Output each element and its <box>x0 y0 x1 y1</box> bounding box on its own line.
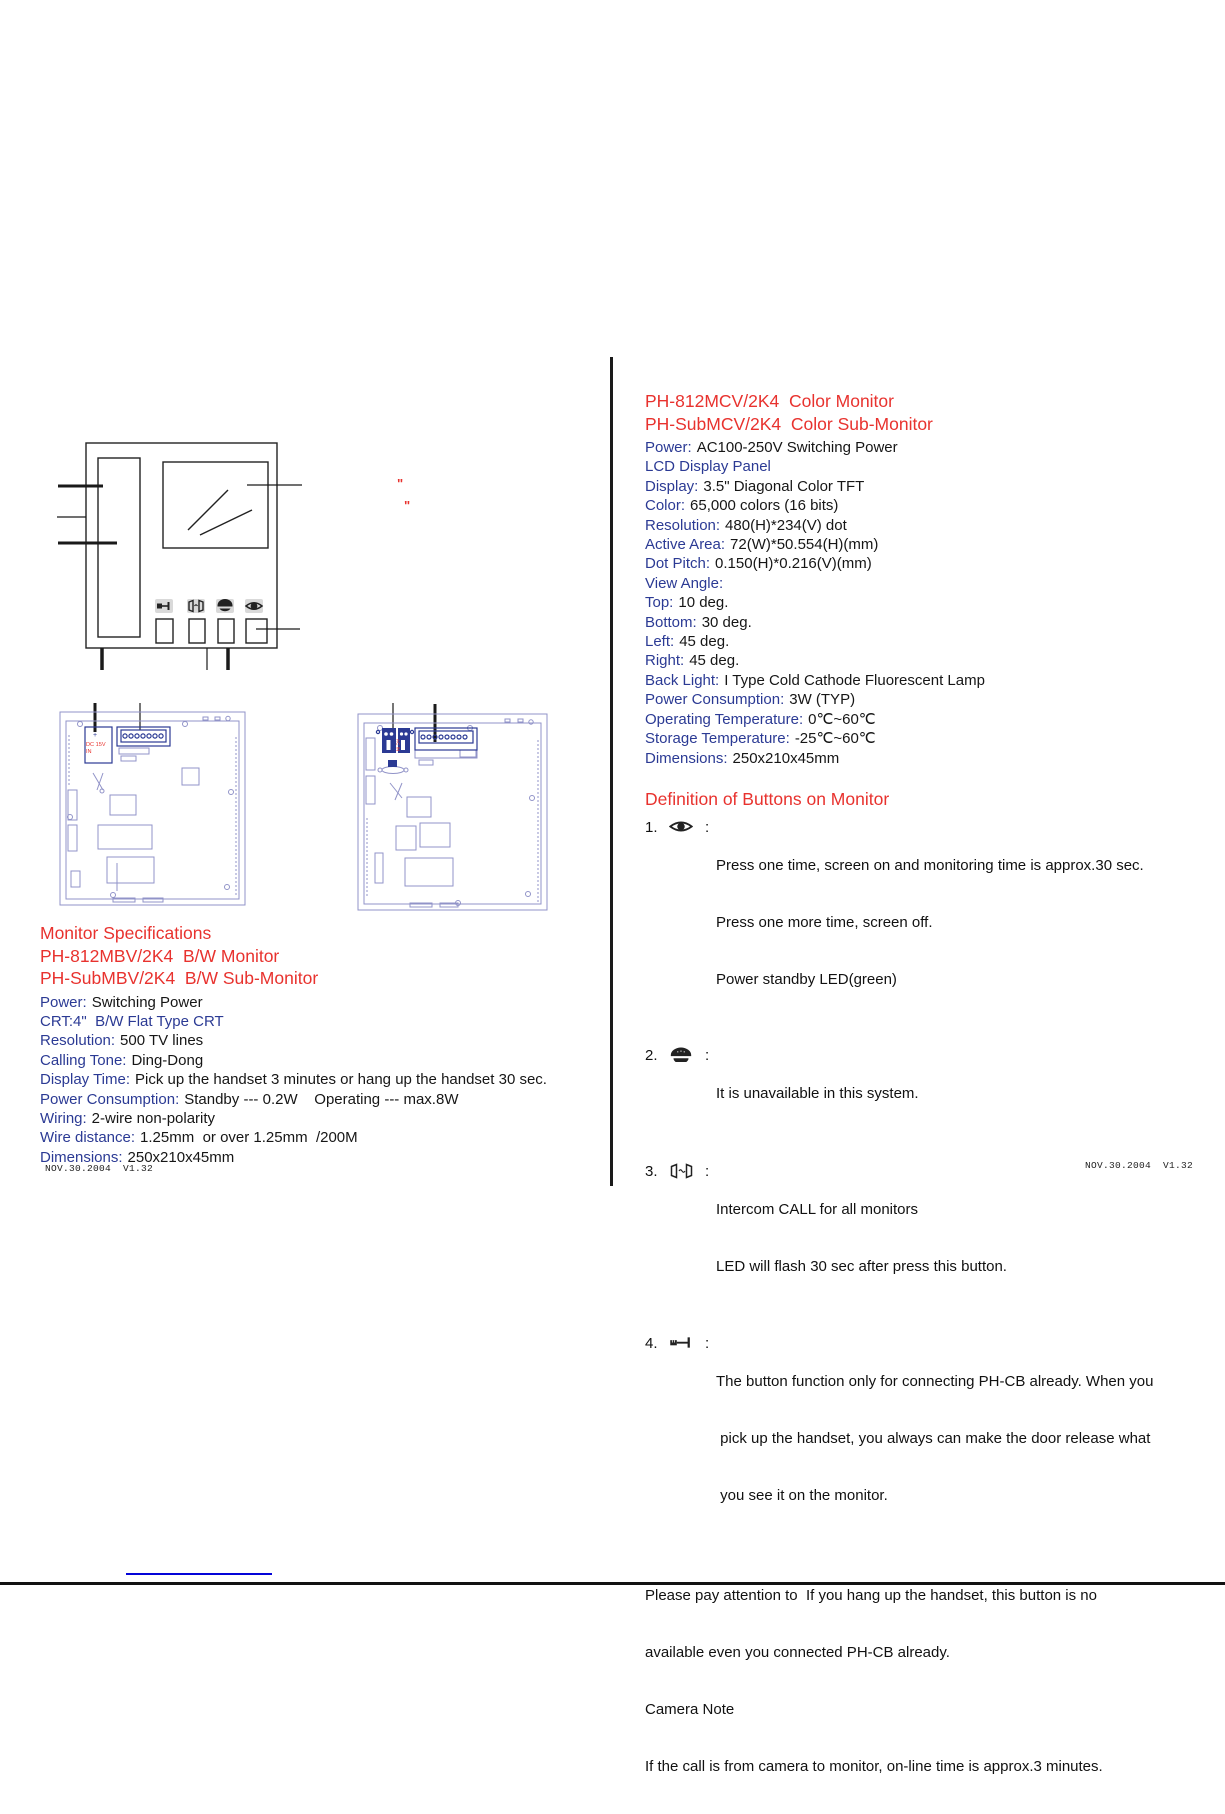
model-heading: PH-812MBV/2K4 B/W Monitor <box>40 945 280 966</box>
spec-row: Dot Pitch: 0.150(H)*0.216(V)(mm) <box>645 555 872 573</box>
spec-row: View Angle: <box>645 574 724 592</box>
buttons-section-notes: Please pay attention to If you hang up the handset, this button is no available even you connected PH-CB already. Camera Note If the call is from camera to monitor, on-line time is approx.3 minutes. <box>645 1587 1103 1776</box>
button-definition-item: 2. : It is unavailable in this system. <box>645 1046 1210 1141</box>
eye-icon <box>669 818 705 834</box>
spec-row: Bottom: 30 deg. <box>645 613 752 631</box>
spec-row: Operating Temperature: 0℃~60℃ <box>645 710 876 728</box>
button-definition-text: The button function only for connecting PH-CB already. When you pick up the handset, you always can make the door release what you see it on the monitor. <box>716 1373 1154 1505</box>
red-quote-annotation: " <box>397 476 404 491</box>
spec-row: Left: 45 deg. <box>645 633 730 651</box>
monitor-front-panel-diagram <box>50 418 380 673</box>
panel-outline <box>86 443 277 648</box>
button-definition-text: It is unavailable in this system. <box>716 1085 919 1103</box>
model-heading: PH-812MCV/2K4 Color Monitor <box>645 391 894 411</box>
talk-button <box>218 619 234 643</box>
back-panel-diagram-color <box>350 698 555 916</box>
screen-glare-line <box>200 510 252 535</box>
button-definition-item: 4. : The button function only for connecting PH-CB already. When you pick up the handset, you always can make the door release what you see it on the monitor. <box>645 1334 1210 1543</box>
button-definition-text: Intercom CALL for all monitors LED will flash 30 sec after press this button. <box>716 1201 1007 1276</box>
spec-row: Display: 3.5" Diagonal Color TFT <box>645 477 865 495</box>
dc-plus-mark: + <box>92 732 98 739</box>
speaker-icon <box>669 1046 705 1062</box>
button-definition-text: Press one time, screen on and monitoring time is approx.30 sec. Press one more time, screen off. Power standby LED(green) <box>716 857 1144 989</box>
bw-monitor-specs-section <box>40 922 615 1167</box>
spec-row: Resolution: 480(H)*234(V) dot <box>645 516 847 534</box>
footer-version-right: NOV.30.2004 V1.32 <box>1085 1160 1194 1171</box>
spec-row: Power Consumption: 3W (TYP) <box>645 691 856 709</box>
screen-outline <box>163 462 268 548</box>
button-definition-item: 3. : Intercom CALL for all monitors LED will flash 30 sec after press this button. <box>645 1162 1210 1314</box>
button-definition-item: 1. : Press one time, screen on and monitoring time is approx.30 sec. Press one more time, screen off. Power standby LED(green) <box>645 818 1210 1027</box>
intercom-icon <box>669 1162 705 1179</box>
intercom-button <box>189 619 205 643</box>
spec-row: Dimensions: 250x210x45mm <box>40 1148 235 1166</box>
spec-row: Wiring: 2-wire non-polarity <box>40 1109 216 1127</box>
section-title: Monitor Specifications <box>40 923 212 943</box>
red-quote-annotation: " <box>404 498 411 513</box>
spec-row: LCD Display Panel <box>645 458 771 476</box>
handset-outline <box>98 458 140 637</box>
spec-row: Active Area: 72(W)*50.554(H)(mm) <box>645 536 879 554</box>
buttons-section-title: Definition of Buttons on Monitor <box>645 788 890 809</box>
spec-row: Resolution: 500 TV lines <box>40 1032 204 1050</box>
spec-row: Power: Switching Power <box>40 993 203 1011</box>
spec-row: Right: 45 deg. <box>645 652 740 670</box>
spec-row: Color: 65,000 colors (16 bits) <box>645 497 839 515</box>
spec-row: CRT:4" B/W Flat Type CRT <box>40 1012 224 1030</box>
spec-row: Storage Temperature: -25℃~60℃ <box>645 730 876 748</box>
spec-row: Power: AC100-250V Switching Power <box>645 439 898 456</box>
door-release-key-icon <box>669 1334 705 1350</box>
column-divider <box>610 357 613 1186</box>
dc-power-label-line2: IN <box>86 749 92 755</box>
door-release-button <box>156 619 173 643</box>
spec-row: Dimensions: 250x210x45mm <box>645 749 840 767</box>
spec-row: Display Time: Pick up the handset 3 minutes or hang up the handset 30 sec. <box>40 1071 547 1089</box>
spec-row: Wire distance: 1.25mm or over 1.25mm /200M <box>40 1129 358 1147</box>
monitor-button <box>246 619 267 643</box>
model-heading: PH-SubMBV/2K4 B/W Sub-Monitor <box>40 968 319 988</box>
back-panel-diagram-bw <box>55 695 250 910</box>
spec-row: Power Consumption: Standby --- 0.2W Operating --- max.8W <box>40 1090 459 1108</box>
color-monitor-specs-section <box>645 390 1210 1814</box>
dc-power-label-line1: DC 15V <box>86 742 106 748</box>
model-heading: PH-SubMCV/2K4 Color Sub-Monitor <box>645 413 933 434</box>
footer-version-left: NOV.30.2004 V1.32 <box>45 1163 154 1174</box>
ac-power-label: AC IN <box>395 739 401 752</box>
spec-row: Back Light: I Type Cold Cathode Fluorescent Lamp <box>645 671 985 689</box>
bottom-blue-underline <box>126 1573 272 1575</box>
spec-row: Calling Tone: Ding-Dong <box>40 1051 204 1069</box>
spec-row: Top: 10 deg. <box>645 594 729 612</box>
